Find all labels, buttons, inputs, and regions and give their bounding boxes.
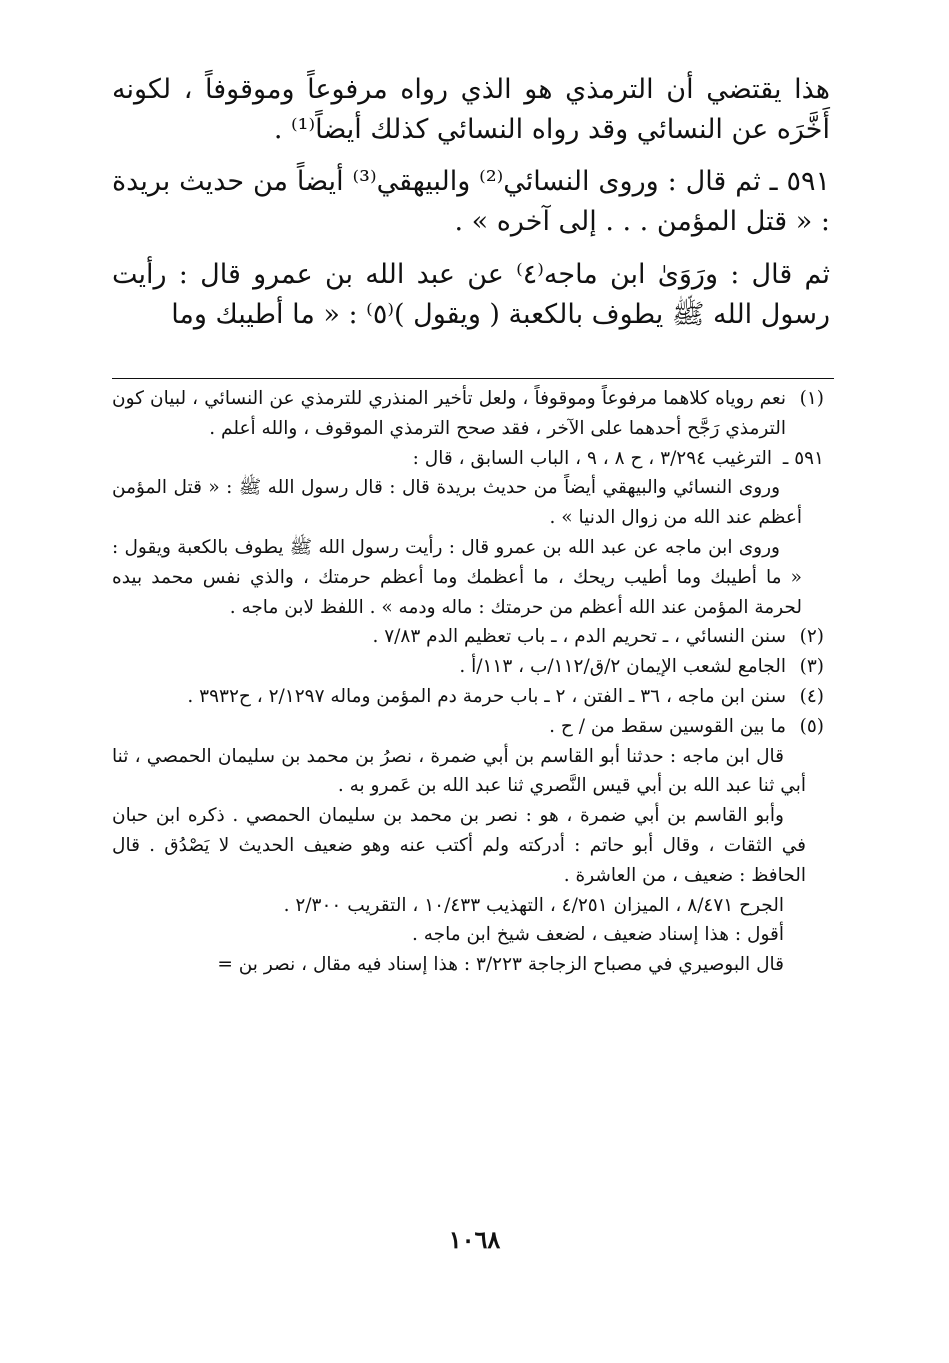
footnote-5 (112, 712, 824, 742)
main-paragraph-3: ثم قال : ورَوَىٰ ابن ماجه⁽٤⁾ عن عبد الله بن عمرو قال : رأيت رسول الله ﷺ يطوف بالكعبة ( ويقول )⁽٥⁾ : « ما أطيبك وما (112, 259, 830, 330)
footnote-3 (112, 652, 824, 682)
footnote-busiri: قال البوصيري في مصباح الزجاجة ٣/٢٢٣ : هذا إسناد فيه مقال ، نصر بن = (217, 954, 784, 976)
footnote-591-quotes (112, 473, 824, 622)
footnote-text: الترغيب ٣/٢٩٤ ، ح ٨ ، ٩ ، الباب السابق ، قال : (412, 447, 772, 469)
footnote-5-details (112, 742, 824, 980)
footnote-separator (112, 378, 834, 379)
footnote-number: (١) (799, 388, 824, 409)
footnote-1 (112, 384, 824, 444)
footnotes (112, 384, 824, 980)
footnote-number: ٥٩١ ـ (782, 447, 824, 469)
footnote-quote: وروى ابن ماجه عن عبد الله بن عمرو قال : رأيت رسول الله ﷺ يطوف بالكعبة ويقول : « ما أطيبك وما أطيب ريحك ، ما أعظمك وما أعظم حرمتك ، والذي نفس محمد بيده لحرمة المؤمن عند الله أعظم من حرمتك : ماله ودمه » . اللفظ لابن ماجه . (112, 536, 802, 618)
footnote-text: ما بين القوسين سقط من / ح . (549, 715, 786, 737)
footnote-narration: قال ابن ماجه : حدثنا أبو القاسم بن أبي ضمرة ، نصرُ بن محمد بن سليمان الحمصي ، ثنا أبي ثنا عبد الله بن أبي قيس النَّصري ثنا عبد الله بن عَمرو به . (112, 745, 806, 797)
main-paragraph-2: ٥٩١ ـ ثم قال : وروى النسائي⁽²⁾ والبيهقي⁽³⁾ أيضاً من حديث بريدة : « قتل المؤمن . . . إلى آخره » . (112, 166, 831, 237)
footnote-text: سنن النسائي ، ـ تحريم الدم ، ـ باب تعظيم الدم ٧/٨٣ . (372, 626, 786, 648)
footnote-number: (٢) (799, 626, 824, 648)
footnote-references: الجرح ٨/٤٧١ ، الميزان ٤/٢٥١ ، التهذيب ١٠/٤٣٣ ، التقريب ٢/٣٠٠ . (283, 894, 784, 916)
footnote-narrator-note: وأبو القاسم بن أبي ضمرة ، هو : نصر بن محمد بن سليمان الحمصي . ذكره ابن حبان في الثقات ، وقال أبو حاتم : أدركته ولم أكتب عنه وهو ضعيف الحديث لا يَصْدُق . قال الحافظ : ضعيف ، من العاشرة . (112, 805, 806, 886)
page-number: ١٠٦٨ (448, 1225, 501, 1254)
footnote-number: (٣) (799, 656, 824, 678)
footnote-2 (112, 622, 824, 652)
main-text (112, 70, 830, 348)
footnote-quote: وروى النسائي والبيهقي أيضاً من حديث بريدة قال : قال رسول الله ﷺ : « قتل المؤمن أعظم عند الله من زوال الدنيا » . (112, 477, 802, 529)
footnote-text: نعم روياه كلاهما مرفوعاً وموقوفاً ، ولعل تأخير المنذري للترمذي عن النسائي ، لبيان كون الترمذي رَجَّح أحدهما على الآخر ، فقد صحح الترمذي الموقوف ، والله أعلم . (112, 388, 786, 439)
footnote-text: الجامع لشعب الإيمان ٢/ق/١١٢/ب ، ١١٣/أ . (459, 656, 786, 678)
footnote-4 (112, 682, 824, 712)
footnote-number: (٤) (799, 685, 824, 707)
footnote-opinion: أقول : هذا إسناد ضعيف ، لضعف شيخ ابن ماجه . (412, 924, 784, 946)
footnote-number: (٥) (799, 715, 824, 737)
main-paragraph-1: هذا يقتضي أن الترمذي هو الذي رواه مرفوعاً وموقوفاً ، لكونه أَخَّرَه عن النسائي وقد رواه النسائي كذلك أيضاً⁽¹⁾ . (112, 74, 830, 145)
footnote-591 (112, 444, 824, 474)
footnote-text: سنن ابن ماجه ، ٣٦ ـ الفتن ، ٢ ـ باب حرمة دم المؤمن وماله ٢/١٢٩٧ ، ح٣٩٣٢ . (187, 685, 786, 707)
